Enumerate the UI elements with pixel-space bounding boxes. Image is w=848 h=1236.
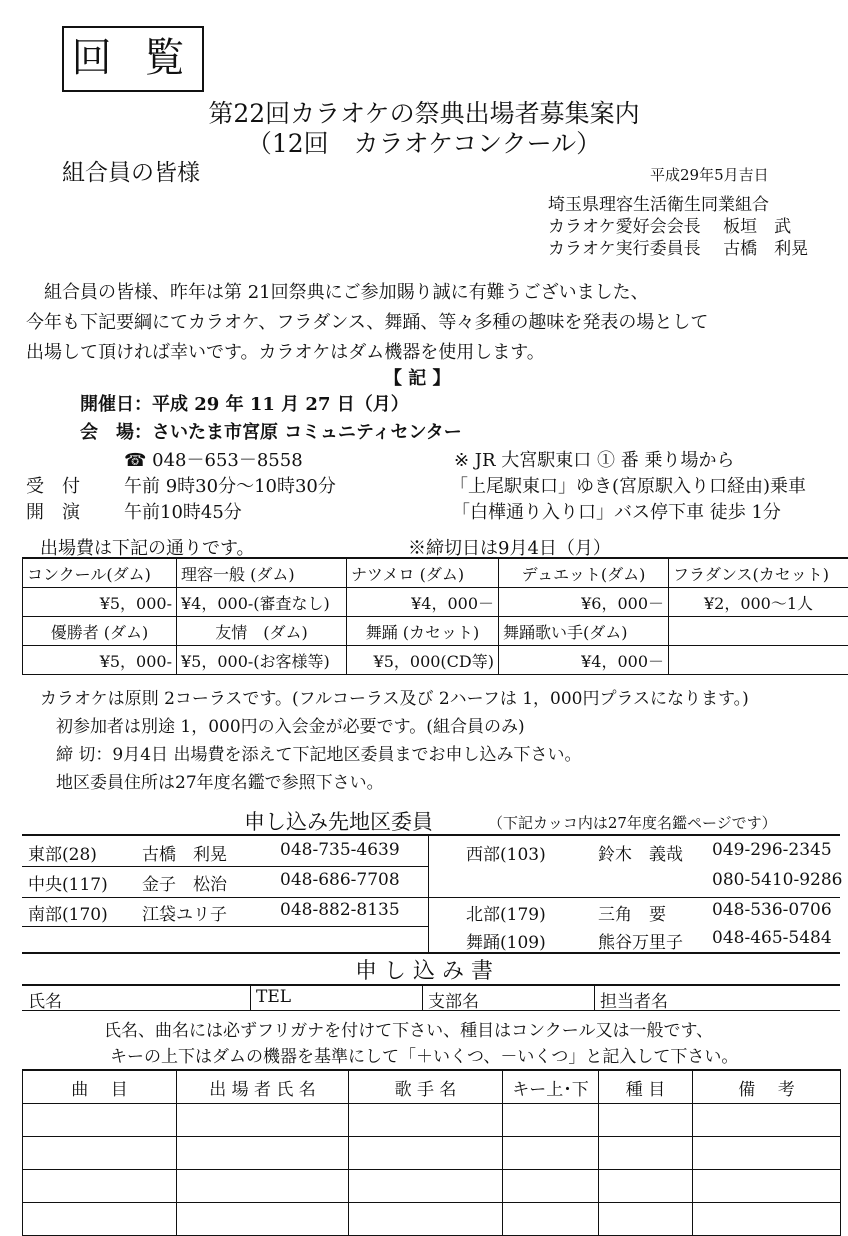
entry-cell[interactable] [503,1137,599,1170]
entry-cell[interactable] [599,1137,693,1170]
ki-heading: 【 記 】 [384,364,451,390]
fee-value: ¥5，000- [23,646,177,675]
fee-label: ナツメロ (ダム) [347,558,499,588]
col-performer: 出 場 者 氏 名 [177,1070,349,1104]
fee-label [669,617,848,646]
entry-cell[interactable] [599,1170,693,1203]
entry-cell[interactable] [349,1170,503,1203]
access-line-1: ※ JR 大宮駅東口 ① 番 乗り場から [454,446,734,472]
fee-label: 優勝者 (ダム) [23,617,177,646]
note-line-3: 締 切：9月4日 出場費を添えて下記地区委員までお申し込み下さい。 [56,740,581,765]
note-line-2: 初参加者は別途 1，000円の入会金が必要です。(組合員のみ) [56,712,525,737]
committee-tel: 049-296-2345 [712,840,832,860]
committee-name: 三角 要 [598,900,666,925]
access-line-2: 「上尾駅東口」ゆき(宮原駅入り口経由)乗車 [450,472,806,498]
form-title: 申 し 込 み 書 [0,954,848,985]
entry-cell[interactable] [23,1203,177,1236]
start-label: 開 演 [26,498,80,524]
fee-value: ¥5，000-(お客様等) [177,646,347,675]
committee-name: 江袋ユリ子 [142,900,227,925]
doc-subtitle: （12回 カラオケコンクール） [0,124,848,160]
entry-cell[interactable] [693,1137,841,1170]
reception-label: 受 付 [26,472,80,498]
entry-cell[interactable] [503,1104,599,1137]
entry-cell[interactable] [23,1137,177,1170]
form-field-contact: 担当者名 [600,987,668,1012]
access-line-3: 「白樺通り入り口」バス停下車 徒歩 1分 [452,498,781,524]
form-field-tel: TEL [256,987,291,1007]
committee-name: 金子 松治 [142,870,227,895]
committee-name: 古橋 利晃 [142,840,227,865]
fee-value: ¥2，000～1人 [669,588,848,617]
entry-cell[interactable] [349,1137,503,1170]
form-field-branch: 支部名 [428,987,479,1012]
entry-cell[interactable] [599,1203,693,1236]
form-top-rule [22,984,840,986]
entry-row [23,1137,841,1170]
issuer-chair: カラオケ愛好会会長 板垣 武 [548,212,791,237]
form-divider [422,984,423,1010]
fee-value: ¥6，000－ [499,588,669,617]
col-key: キー上･下 [503,1070,599,1104]
entry-cell[interactable] [177,1170,349,1203]
salutation: 組合員の皆様 [62,154,200,187]
form-divider [250,984,251,1010]
committee-tel: 048-882-8135 [280,900,400,920]
committee-area: 北部(179) [466,900,546,925]
entry-cell[interactable] [599,1104,693,1137]
committee-rule [22,897,840,898]
entry-cell[interactable] [349,1104,503,1137]
col-singer: 歌 手 名 [349,1070,503,1104]
committee-area: 舞踊(109) [466,928,546,953]
entry-cell[interactable] [503,1170,599,1203]
fee-value: ¥5，000- [23,588,177,617]
committee-area: 中央(117) [28,870,108,895]
committee-area: 東部(28) [28,840,97,865]
col-remarks: 備 考 [693,1070,841,1104]
entry-cell[interactable] [23,1104,177,1137]
fee-label: コンクール(ダム) [23,558,177,588]
col-song: 曲 目 [23,1070,177,1104]
note-line-4: 地区委員住所は27年度名鑑で参照下さい。 [56,768,384,793]
form-note-2: キーの上下はダムの機器を基準にして「＋いくつ、－いくつ」と記入して下さい。 [110,1042,738,1067]
fee-label: デュエット(ダム) [499,558,669,588]
committee-rule [22,926,428,927]
committee-tel: 048-686-7708 [280,870,400,890]
fee-value: ¥4，000-(審査なし) [177,588,347,617]
fee-label: 友情 (ダム) [177,617,347,646]
committee-tel: 048-735-4639 [280,840,400,860]
form-divider [594,984,595,1010]
event-date: 開催日：平成 29 年 11 月 27 日（月） [80,390,409,416]
deadline-note: ※締切日は9月4日（月） [408,534,611,560]
entry-cell[interactable] [693,1104,841,1137]
note-line-1: カラオケは原則 2コーラスです。(フルコーラス及び 2ハーフは 1，000円プラスになります。) [40,684,749,709]
event-venue: 会 場：さいたま市宮原 コミュニティセンター [80,418,462,444]
entry-cell[interactable] [693,1170,841,1203]
entry-cell[interactable] [177,1203,349,1236]
reception-time: 午前 9時30分～10時30分 [124,472,336,498]
committee-tel: 048-465-5484 [712,928,832,948]
intro-line-3: 出場して頂ければ幸いです。カラオケはダム機器を使用します。 [26,338,545,364]
entry-cell[interactable] [23,1170,177,1203]
fee-label: 舞踊歌い手(ダム) [499,617,669,646]
committee-top-rule [22,834,840,836]
committee-tel: 048-536-0706 [712,900,832,920]
fee-label: 舞踊 (カセット) [347,617,499,646]
fee-value: ¥5，000(CD等) [347,646,499,675]
entry-row [23,1104,841,1137]
doc-title: 第22回カラオケの祭典出場者募集案内 [0,94,848,130]
entry-cell[interactable] [503,1203,599,1236]
col-category: 種 目 [599,1070,693,1104]
committee-name: 熊谷万里子 [598,928,683,953]
form-field-name: 氏名 [28,987,62,1012]
entry-cell[interactable] [349,1203,503,1236]
entry-cell[interactable] [693,1203,841,1236]
kairan-stamp: 回 覧 [62,26,204,92]
entry-table [22,1069,841,1236]
entry-row [23,1170,841,1203]
committee-area: 西部(103) [466,840,546,865]
form-note-1: 氏名、曲名には必ずフリガナを付けて下さい、種目はコンクール又は一般です、 [104,1016,713,1041]
entry-row [23,1203,841,1236]
committee-area: 南部(170) [28,900,108,925]
entry-cell[interactable] [177,1104,349,1137]
fee-label: フラダンス(カセット) [669,558,848,588]
intro-line-1: 組合員の皆様、昨年は第 21回祭典にご参加賜り誠に有難うございました、 [44,278,649,304]
issue-date: 平成29年5月吉日 [650,164,769,185]
entry-cell[interactable] [177,1137,349,1170]
issuer-org: 埼玉県理容生活衛生同業組合 [548,190,769,215]
committee-note: （下記カッコ内は27年度名鑑ページです） [488,812,777,833]
fee-table [22,557,848,675]
fee-value: ¥4，000－ [499,646,669,675]
intro-line-2: 今年も下記要綱にてカラオケ、フラダンス、舞踊、等々多種の趣味を発表の場として [26,308,708,334]
fee-intro: 出場費は下記の通りです。 [40,534,255,560]
committee-divider [428,834,429,952]
committee-name: 鈴木 義哉 [598,840,683,865]
fee-value [669,646,848,675]
committee-rule [22,866,428,867]
fee-value: ¥4，000－ [347,588,499,617]
fee-label: 理容一般 (ダム) [177,558,347,588]
event-tel: ☎ 048－653－8558 [124,446,303,472]
issuer-committee: カラオケ実行委員長 古橋 利晃 [548,234,808,259]
committee-tel: 080-5410-9286 [712,870,842,890]
committee-title: 申し込み先地区委員 [244,806,433,836]
start-time: 午前10時45分 [124,498,242,524]
